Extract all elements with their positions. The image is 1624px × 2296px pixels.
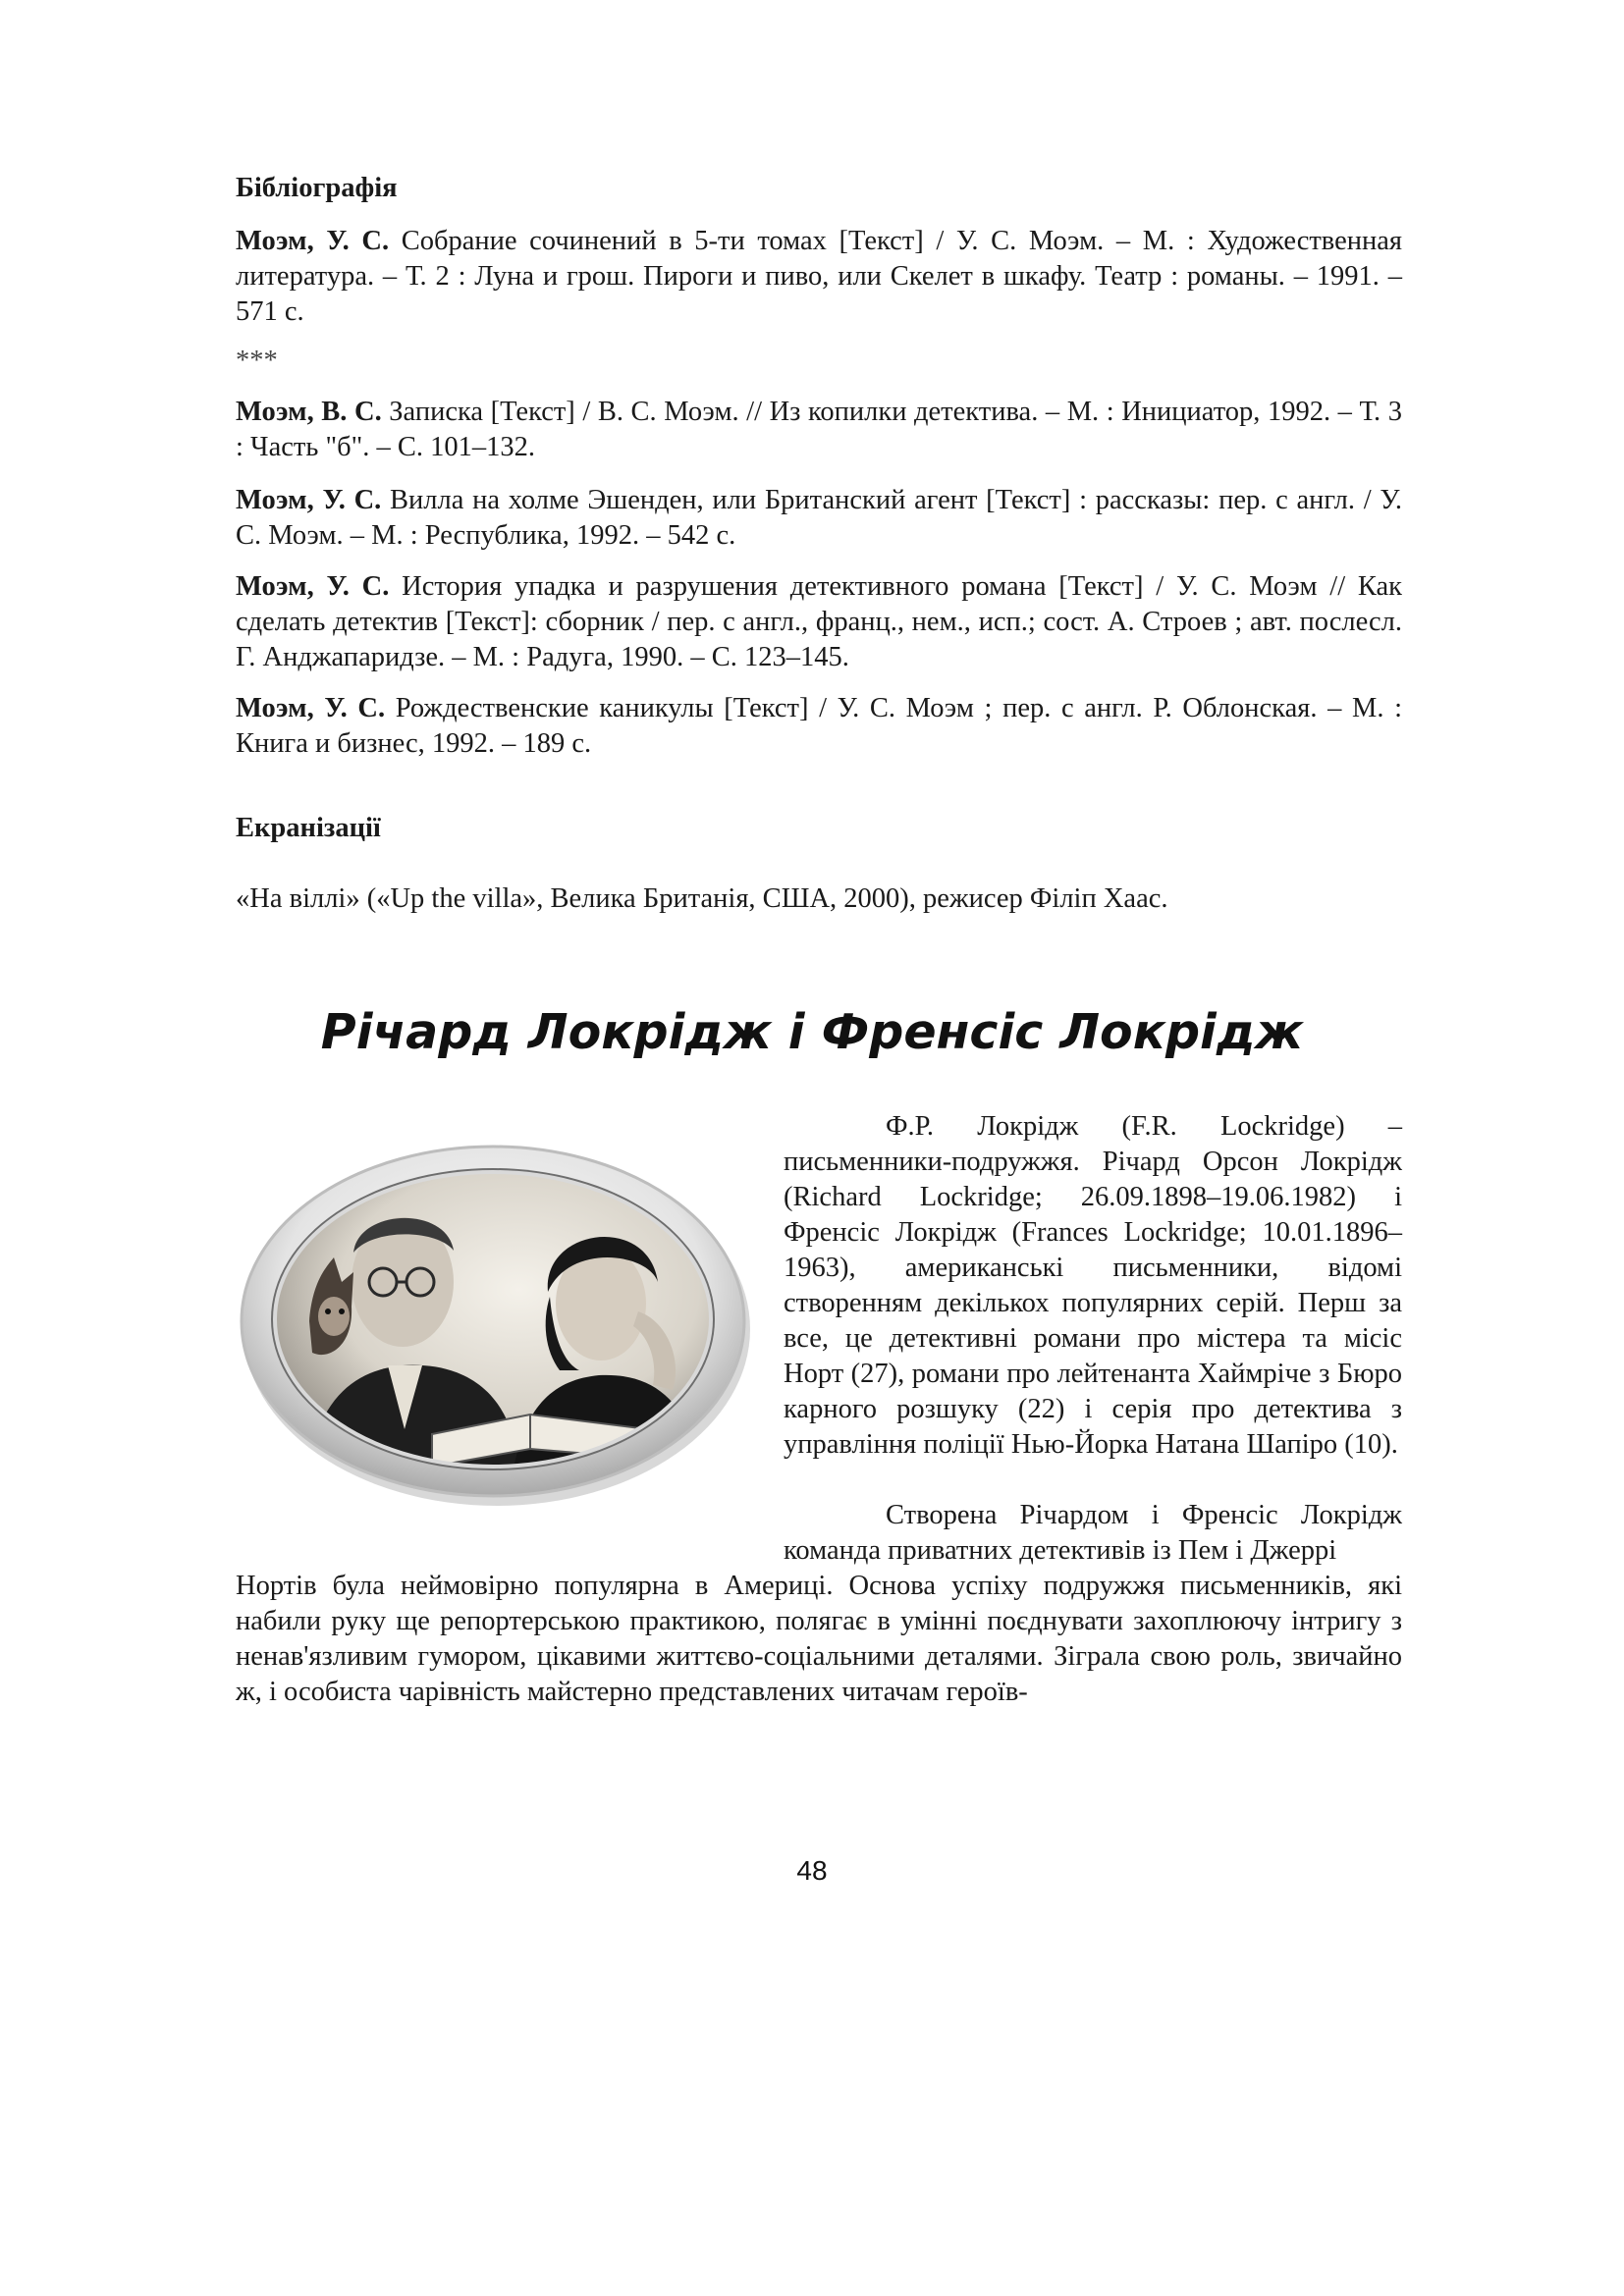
bibliography-entry [236, 569, 1402, 675]
entry-text: История упадка и разрушения детективного романа [Текст] / У. С. Моэм // Как сделать детектив [Текст]: сборник / пер. с англ., франц., нем., исп.; сост. А. Строев ; авт. послесл. Г. Анджапаридзе. – М. : Радуга, 1990. – С. 123–145. [236, 571, 1403, 672]
article-paragraph: Ф.Р. Локрідж (F.R. Lockridge) – письменники-подружжя. Річард Орсон Локрідж (Richard Lockridge; 26.09.1898–19.06.1982) і Френсіс Локрідж (Frances Lockridge; 10.01.1896–1963), американські письменники, відомі створенням декількох популярних серій. Перш за все, це детективні романи про містера та місіс Норт (27), романи про лейтенанта Хаймріче з Бюро карного розшуку (22) і серія про детектива з управління поліції Нью-Йорка Натана Шапіро (10). [784, 1111, 1402, 1460]
bibliography-entry [236, 691, 1402, 762]
adaptations-heading: Екранізації [236, 813, 381, 843]
entry-text: Записка [Текст] / В. С. Моэм. // Из копилки детектива. – М. : Инициатор, 1992. – Т. 3 : Часть "б". – С. 101–132. [236, 397, 1402, 462]
page-number: 48 [796, 1855, 828, 1886]
entry-author: Моэм, У. С. [236, 693, 386, 723]
adaptations-text: «На віллі» («Up the villa», Велика Британія, США, 2000), режисер Філіп Хаас. [236, 883, 1168, 914]
article-paragraph: Нортів була неймовірно популярна в Америці. Основа успіху подружжя письменників, які набили руку ще репортерською практикою, полягає в умінні поєднувати захоплюючу інтригу з ненав'язливим гумором, цікавими життєво-соціальними деталями. Зіграла свою роль, звичайно ж, і особиста чарівність майстерно представлених читачам героїв- [236, 1571, 1402, 1707]
entry-author: Моэм, В. С. [236, 397, 382, 427]
article-title: Річард Локрідж і Френсіс Локрідж [320, 1004, 1304, 1060]
entry-author: Моэм, У. С. [236, 226, 390, 256]
bibliography-heading: Бібліографія [236, 173, 398, 203]
entry-author: Моэм, У. С. [236, 571, 390, 602]
bibliography-entry [236, 483, 1402, 554]
entry-text: Рождественские каникулы [Текст] / У. С. Моэм ; пер. с англ. Р. Облонская. – М. : Книга и бизнес, 1992. – 189 с. [236, 693, 1402, 759]
separator: *** [236, 346, 278, 376]
bibliography-entry [236, 224, 1402, 330]
entry-author: Моэм, У. С. [236, 485, 382, 515]
authors-photo [236, 1135, 754, 1510]
article-paragraph: Створена Річардом і Френсіс Локрідж команда приватних детективів із Пем і Джеррі [784, 1500, 1402, 1566]
entry-text: Вилла на холме Эшенден, или Британский агент [Текст] : рассказы: пер. с англ. / У. С. Моэм. – М. : Республика, 1992. – 542 с. [236, 485, 1403, 551]
bibliography-entry [236, 395, 1402, 465]
entry-text: Собрание сочинений в 5-ти томах [Текст] / У. С. Моэм. – М. : Художественная литература. – Т. 2 : Луна и грош. Пироги и пиво, или Скелет в шкафу. Театр : романы. – 1991. – 571 с. [236, 226, 1402, 327]
